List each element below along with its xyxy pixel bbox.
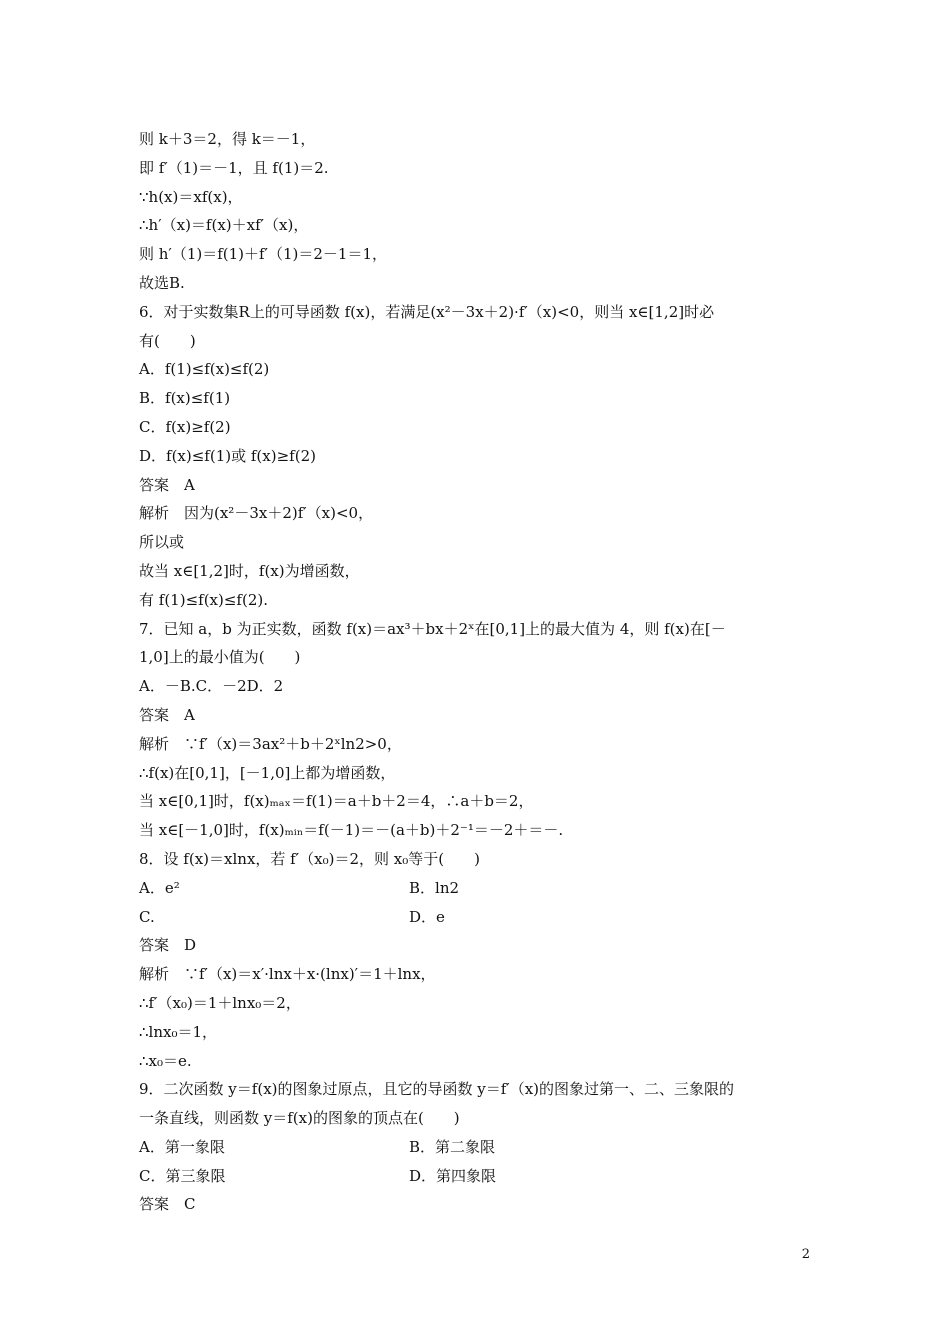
question-6-solution: 故当 x∈[1,2]时，f(x)为增函数， [139, 561, 360, 580]
question-8-stem: 8．设 f(x)＝xlnx，若 f′（x₀)＝2，则 x₀等于( ) [139, 849, 480, 868]
page-number: 2 [801, 1247, 810, 1262]
question-6-option: C．f(x)≥f(2) [139, 417, 231, 436]
question-8-option: A．e² [139, 878, 180, 897]
text-line: 即 f′（1)＝－1，且 f(1)＝2. [139, 158, 329, 177]
question-8-options-row [139, 903, 819, 932]
question-9-options-row [139, 1133, 819, 1162]
question-6-solution: 所以或 [139, 533, 185, 552]
question-9-stem: 9．二次函数 y＝f(x)的图象过原点，且它的导函数 y＝f′（x)的图象过第一、二、三象限的 [139, 1080, 735, 1099]
question-8-answer: 答案 D [139, 936, 197, 955]
page-content [139, 125, 819, 1219]
question-6-option: B．f(x)≤f(1) [139, 389, 231, 408]
text-line: 故选B. [139, 273, 185, 292]
question-7-options: A．－B.C．－2D．2 [139, 677, 284, 696]
question-7-solution: 解析 ∵f′（x)＝3ax²＋b＋2ˣln2>0， [139, 734, 402, 753]
question-8-solution: ∴f′（x₀)＝1＋lnx₀＝2， [139, 993, 301, 1012]
question-8-option: D．e [409, 907, 445, 926]
question-6-option: A．f(1)≤f(x)≤f(2) [139, 360, 270, 379]
question-7-stem: 7．已知 a，b 为正实数，函数 f(x)＝ax³＋bx＋2ˣ在[0,1]上的最大值为 4，则 f(x)在[－ [139, 619, 726, 638]
question-8-option: B．ln2 [409, 878, 460, 897]
text-line: 则 k＋3＝2，得 k＝－1， [139, 130, 316, 148]
question-8-options-row [139, 874, 819, 903]
question-8-option: C. [139, 907, 155, 926]
question-6-solution: 解析 因为(x²－3x＋2)f′（x)<0， [139, 504, 374, 523]
question-7-solution: ∴f(x)在[0,1]，[－1,0]上都为增函数， [139, 763, 396, 782]
text-line: ∵h(x)＝xf(x)， [139, 187, 243, 206]
question-6-stem-cont: 有( ) [139, 331, 196, 350]
question-9-option: D．第四象限 [409, 1166, 497, 1185]
text-line: 则 h′（1)＝f(1)＋f′（1)＝2－1＝1， [139, 245, 388, 264]
question-8-solution: ∴x₀＝e. [139, 1051, 192, 1070]
question-6-option: D．f(x)≤f(1)或 f(x)≥f(2) [139, 446, 316, 465]
question-6-solution: 有 f(1)≤f(x)≤f(2). [139, 590, 268, 609]
question-8-solution: 解析 ∵f′（x)＝x′·lnx＋x·(lnx)′＝1＋lnx， [139, 965, 436, 984]
question-8-solution: ∴lnx₀＝1， [139, 1022, 218, 1041]
question-6-answer: 答案 A [139, 475, 195, 494]
question-6-stem: 6．对于实数集R上的可导函数 f(x)，若满足(x²－3x＋2)·f′（x)<0，则当 x∈[1,2]时必 [139, 302, 715, 321]
question-7-answer: 答案 A [139, 705, 195, 724]
question-9-answer: 答案 C [139, 1195, 196, 1214]
question-7-solution: 当 x∈[－1,0]时，f(x)ₘᵢₙ＝f(－1)＝－(a＋b)＋2⁻¹＝－2＋＝－. [139, 821, 564, 840]
question-9-stem-cont: 一条直线，则函数 y＝f(x)的图象的顶点在( ) [139, 1109, 460, 1128]
question-9-option: A．第一象限 [139, 1137, 225, 1156]
text-line: ∴h′（x)＝f(x)＋xf′（x)， [139, 216, 309, 235]
question-9-option: B．第二象限 [409, 1137, 496, 1156]
question-9-option: C．第三象限 [139, 1166, 226, 1185]
question-9-options-row [139, 1162, 819, 1191]
question-7-stem-cont: 1,0]上的最小值为( ) [139, 648, 301, 667]
question-7-solution: 当 x∈[0,1]时，f(x)ₘₐₓ＝f(1)＝a＋b＋2＝4，∴a＋b＝2， [139, 792, 534, 811]
